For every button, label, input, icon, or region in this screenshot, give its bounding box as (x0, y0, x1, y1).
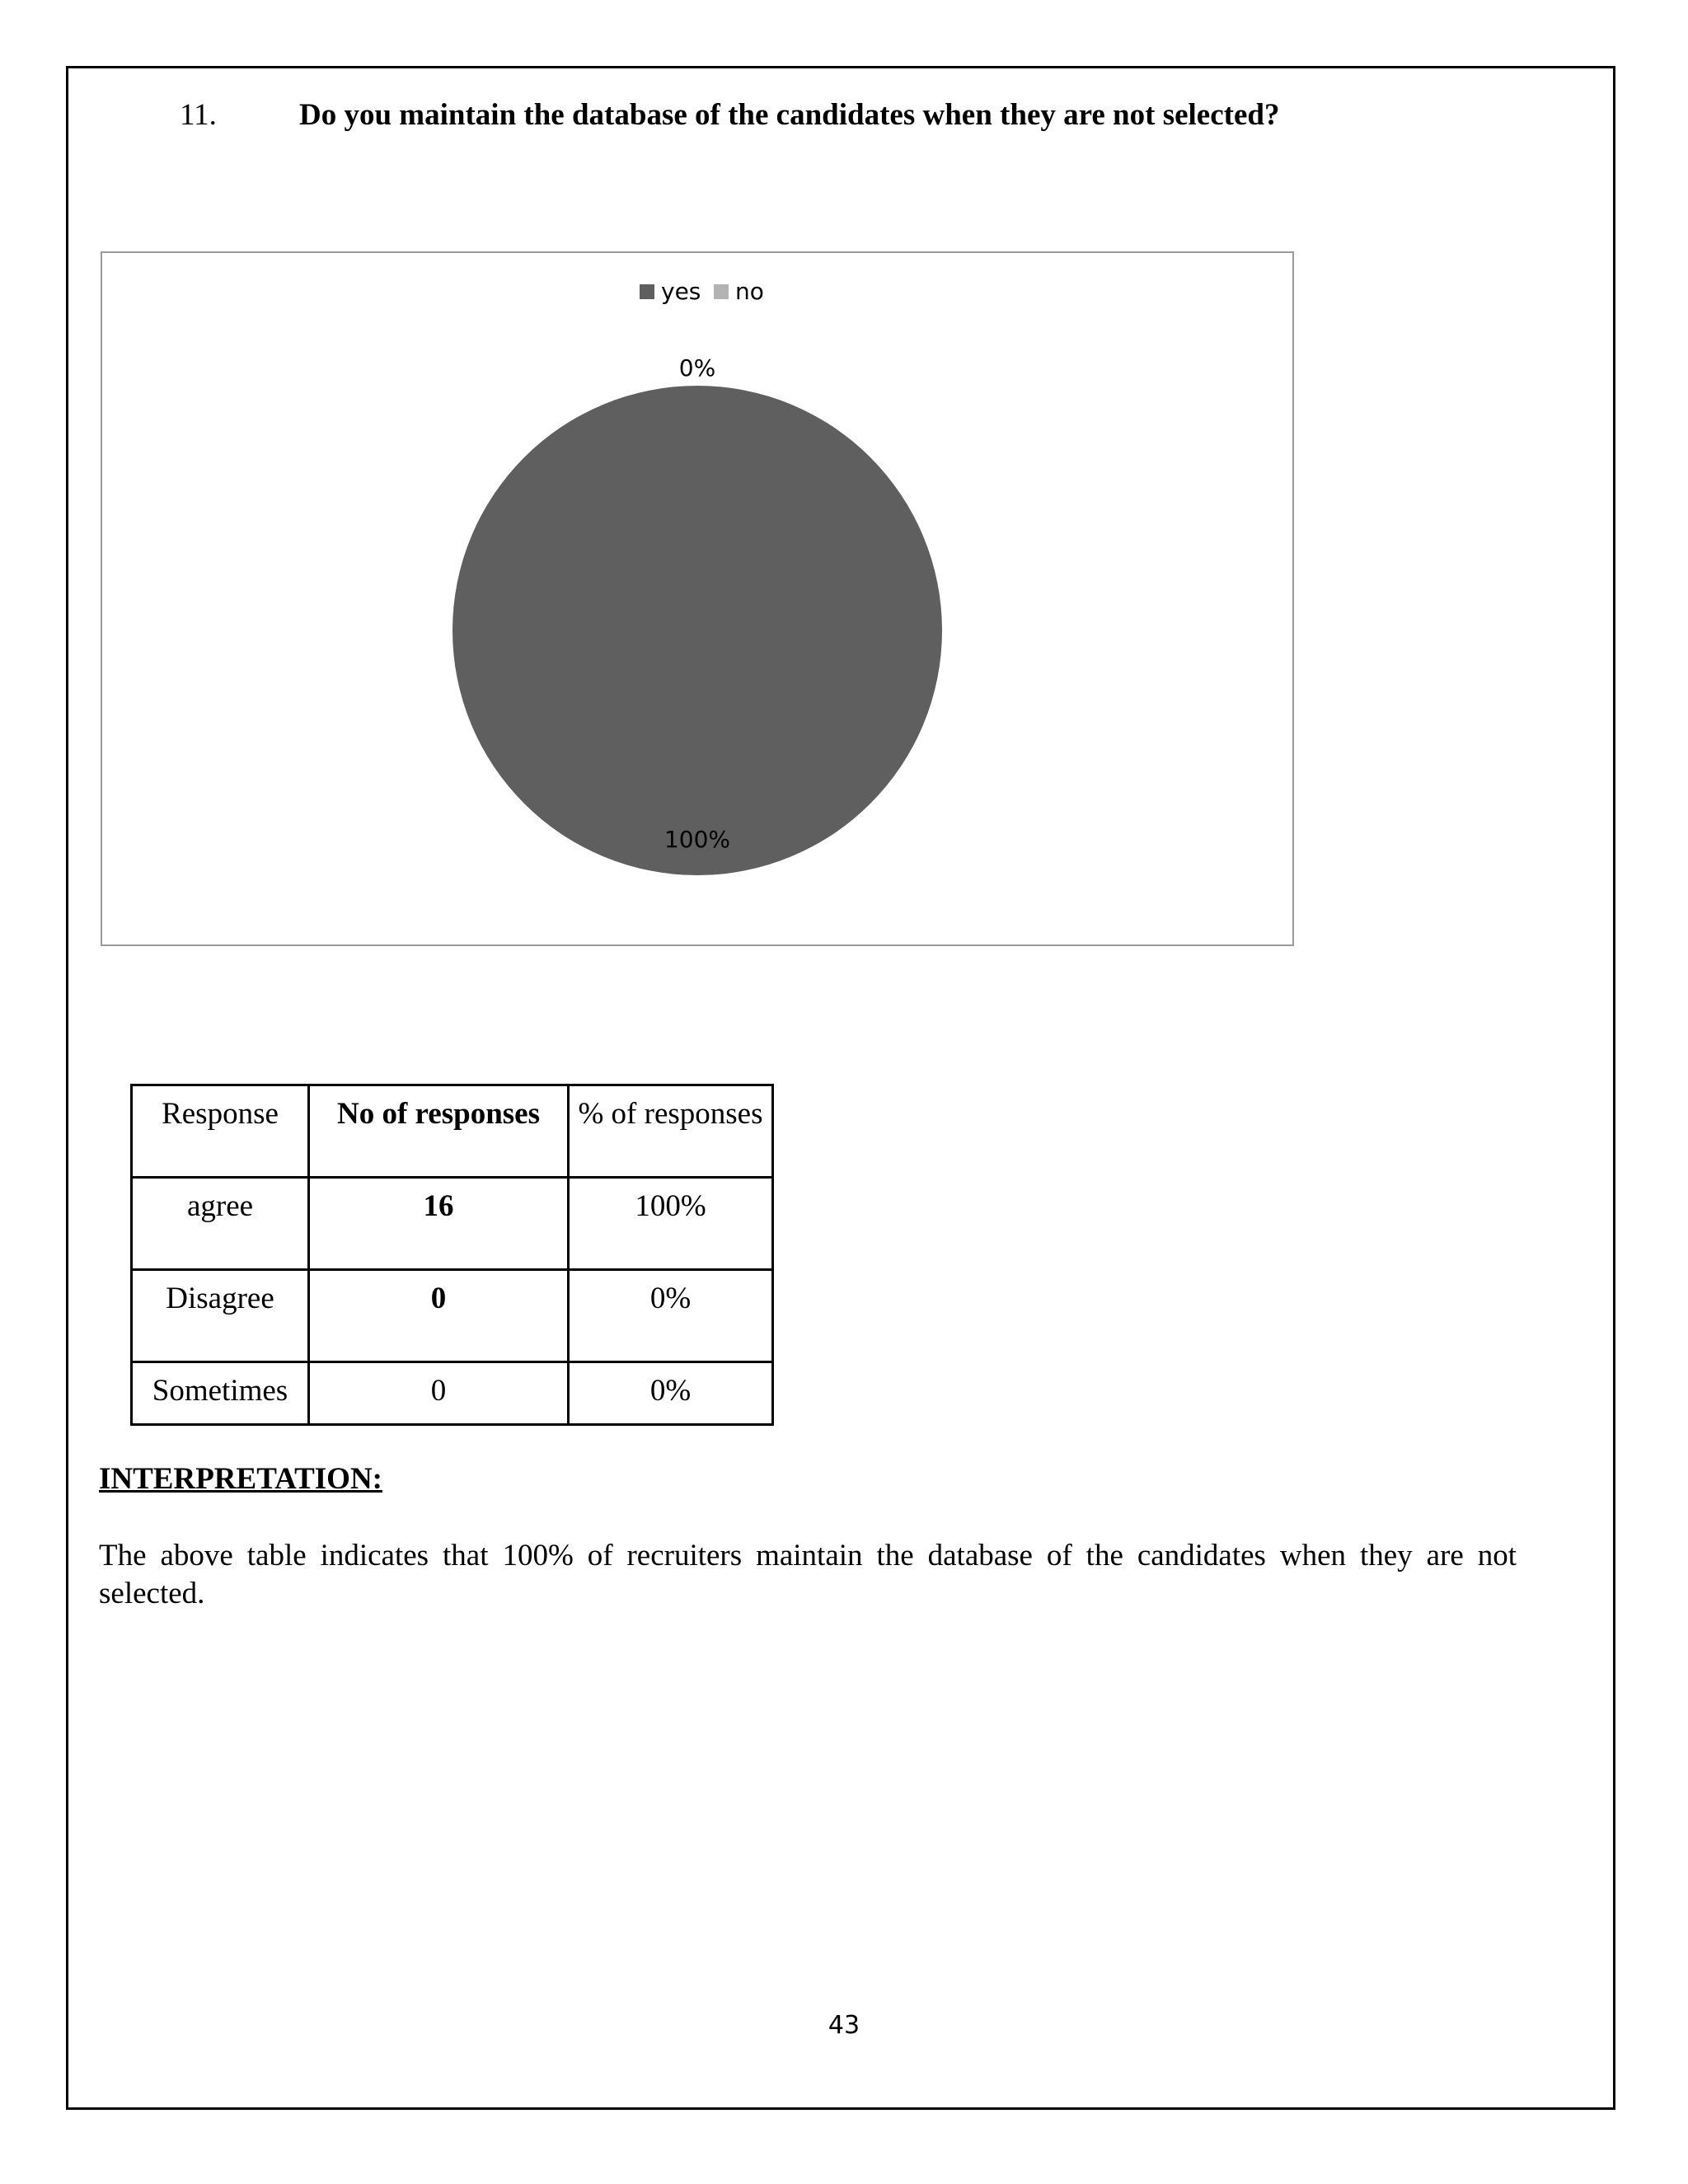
legend-swatch-no (714, 284, 729, 299)
page-number: 43 (828, 2011, 860, 2040)
chart-legend (640, 278, 764, 305)
table-header-row (132, 1085, 773, 1178)
table-header-response: Response (132, 1085, 309, 1178)
table-cell-percent: 100% (569, 1178, 773, 1270)
pie-slices (452, 386, 942, 875)
question-text: Do you maintain the database of the candidates when they are not selected? (299, 98, 1280, 132)
table-cell-count: 0 (309, 1362, 569, 1425)
table-row (132, 1270, 773, 1362)
table-cell-response: agree (132, 1178, 309, 1270)
table-header-percent-of-responses: % of responses (569, 1085, 773, 1178)
table-row (132, 1362, 773, 1425)
table-cell-percent: 0% (569, 1270, 773, 1362)
question-number: 11. (180, 98, 217, 132)
data-label-no: 0% (678, 354, 716, 382)
table-cell-count: 0 (309, 1270, 569, 1362)
pie-chart-svg (102, 253, 1292, 944)
interpretation-heading: INTERPRETATION: (99, 1462, 383, 1496)
table-cell-response: Disagree (132, 1270, 309, 1362)
legend-label-yes: yes (661, 278, 701, 305)
pie-chart (101, 251, 1294, 946)
legend-label-no: no (735, 278, 764, 305)
table-row (132, 1178, 773, 1270)
table-cell-count: 16 (309, 1178, 569, 1270)
data-label-yes: 100% (663, 826, 731, 853)
table-cell-percent: 0% (569, 1362, 773, 1425)
question (180, 97, 1279, 133)
interpretation-body: The above table indicates that 100% of recruiters maintain the database of the candidates when they are not selected. (99, 1539, 1517, 1610)
legend-swatch-yes (640, 284, 654, 299)
pie-slice-yes (452, 386, 942, 875)
responses-table (130, 1084, 774, 1426)
table-header-no-of-responses: No of responses (309, 1085, 569, 1178)
table-cell-response: Sometimes (132, 1362, 309, 1425)
